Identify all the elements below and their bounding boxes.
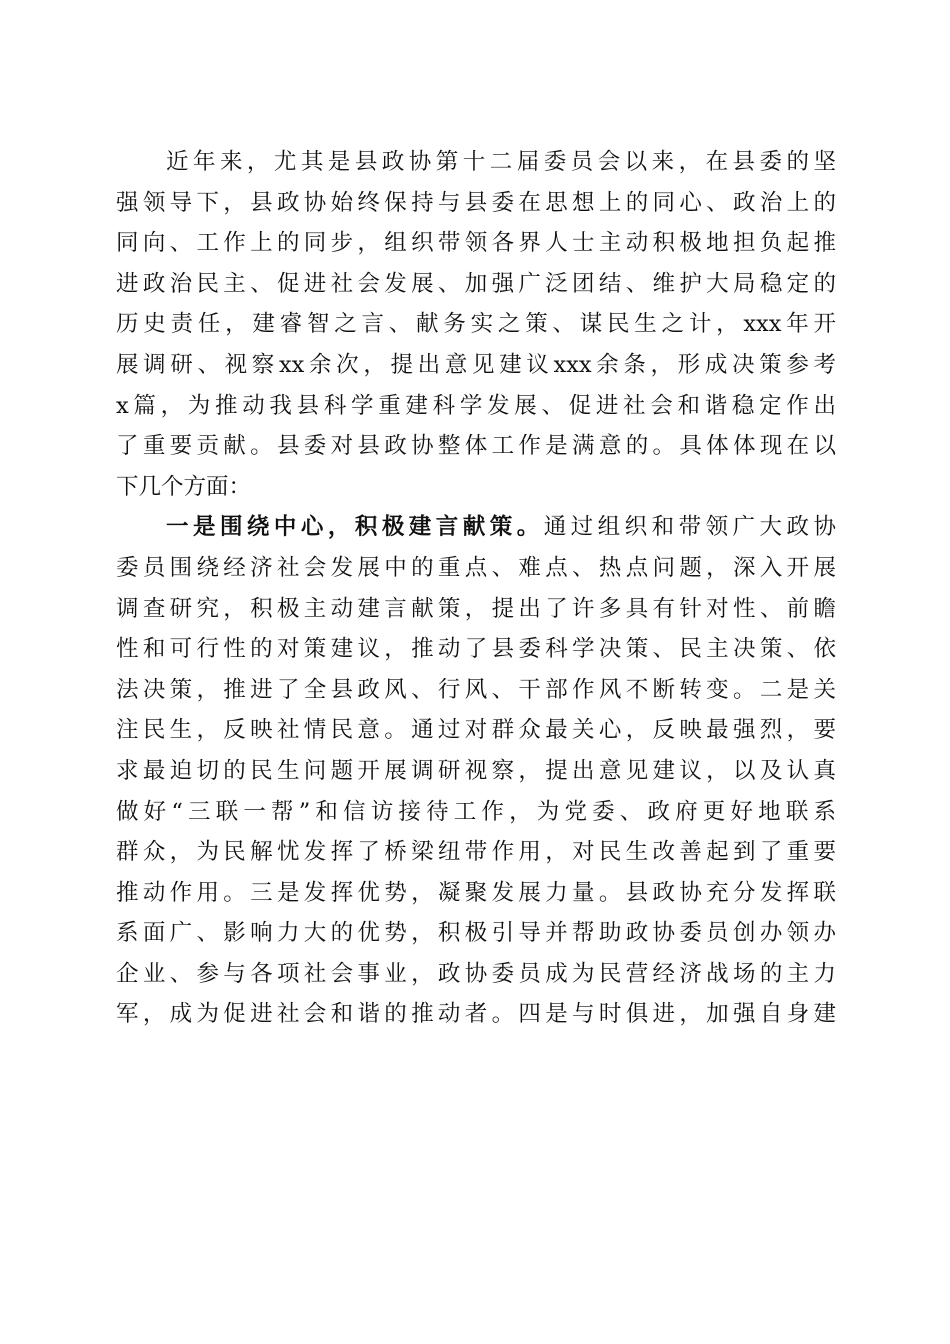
body-text <box>116 142 836 1035</box>
paragraph-1-line-7: x篇，为推动我县科学重建科学发展、促进社会和谐稳定作出 <box>116 392 836 419</box>
paragraph-1-line-5: 历史责任，建睿智之言、献务实之策、谋民生之计，xxx年开 <box>116 311 836 338</box>
paragraph-2-line-7: 求最迫切的民生问题开展调研视察，提出意见建议，以及认真 <box>116 757 836 784</box>
paragraph-2-line-11: 系面广、影响力大的优势，积极引导并帮助政协委员创办领办 <box>116 920 836 947</box>
paragraph-2-line-5: 法决策，推进了全县政风、行风、干部作风不断转变。二是关 <box>116 676 836 703</box>
paragraph-1-line-4: 进政治民主、促进社会发展、加强广泛团结、维护大局稳定的 <box>116 270 836 297</box>
paragraph-1-line-1: 近年来，尤其是县政协第十二届委员会以来，在县委的坚 <box>166 149 836 175</box>
paragraph-1-line-9: 下几个方面： <box>116 473 252 500</box>
paragraph-2-line-12: 企业、参与各项社会事业，政协委员成为民营经济战场的主力 <box>116 960 836 987</box>
paragraph-2-line-10: 推动作用。三是发挥优势，凝聚发展力量。县政协充分发挥联 <box>116 879 836 906</box>
paragraph-1-line-2: 强领导下，县政协始终保持与县委在思想上的同心、政治上的 <box>116 189 836 216</box>
paragraph-1-line-6: 展调研、视察xx余次，提出意见建议xxx余条，形成决策参考 <box>116 351 836 378</box>
paragraph-1-line-8: 了重要贡献。县委对县政协整体工作是满意的。具体体现在以 <box>116 433 836 460</box>
paragraph-2-line-9: 群众，为民解忧发挥了桥梁纽带作用，对民生改善起到了重要 <box>116 839 836 866</box>
paragraph-2-line-2: 委员围绕经济社会发展中的重点、难点、热点问题，深入开展 <box>116 554 836 581</box>
paragraph-2-lead-heading: 一是围绕中心，积极建言献策。 <box>166 514 544 541</box>
paragraph-2-line-13: 军，成为促进社会和谐的推动者。四是与时俱进，加强自身建 <box>116 1001 836 1028</box>
paragraph-2-line-3: 调查研究，积极主动建言献策，提出了许多具有针对性、前瞻 <box>116 595 836 622</box>
paragraph-2-line-6: 注民生，反映社情民意。通过对群众最关心，反映最强烈，要 <box>116 717 836 744</box>
paragraph-2-line-1 <box>116 507 836 548</box>
paragraph-2-line-8: 做好“三联一帮”和信访接待工作，为党委、政府更好地联系 <box>116 798 836 825</box>
paragraph-2-line-4: 性和可行性的对策建议，推动了县委科学决策、民主决策、依 <box>116 636 836 663</box>
paragraph-2-line-1-rest: 通过组织和带领广大政协 <box>543 514 836 541</box>
paragraph-1-line-3: 同向、工作上的同步，组织带领各界人士主动积极地担负起推 <box>116 230 836 257</box>
